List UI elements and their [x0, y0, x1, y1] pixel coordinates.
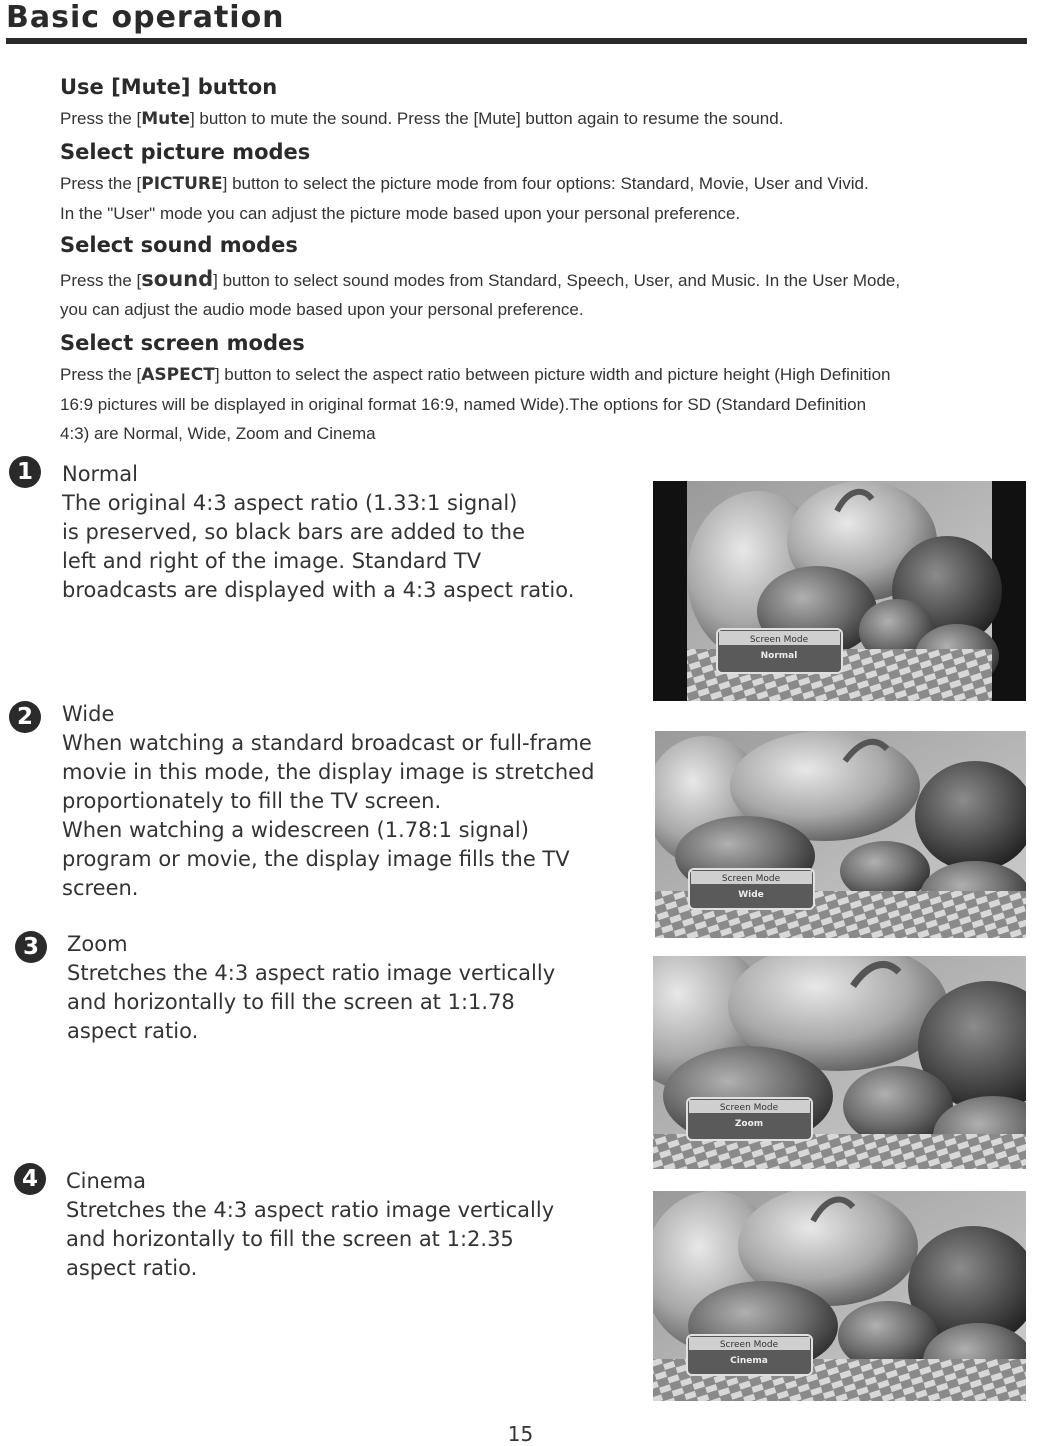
section-heading: Use [Mute] button	[60, 75, 278, 99]
section-text: Press the [Mute] button to mute the sound. Press the [Mute] button again to resume the sound.	[60, 109, 784, 129]
mode-cinema	[66, 1167, 554, 1283]
screen-mode-normal-image	[653, 481, 1026, 701]
section-text: In the "User" mode you can adjust the picture mode based upon your personal preference.	[60, 204, 741, 223]
section-heading: Select picture modes	[60, 140, 311, 164]
step-number-badge: 2	[9, 701, 41, 733]
section-text: Press the [PICTURE] button to select the picture mode from four options: Standard, Movie, User and Vivid.	[60, 174, 869, 194]
mode-description: The original 4:3 aspect ratio (1.33:1 signal) is preserved, so black bars are added to the left and right of the image. Standard TV broadcasts are displayed with a 4:3 aspect ratio.	[62, 491, 575, 602]
section-text: Press the [sound] button to select sound modes from Standard, Speech, User, and Music. In the User Mode,	[60, 267, 901, 291]
osd-title: Screen Mode	[749, 635, 809, 645]
mode-title: Wide	[62, 702, 115, 726]
mode-wide	[62, 700, 594, 903]
step-number-badge: 4	[14, 1163, 46, 1195]
osd-title: Screen Mode	[721, 874, 781, 884]
screen-mode-cinema-image	[653, 1191, 1026, 1401]
osd-value: Wide	[738, 890, 764, 900]
page-title: Basic operation	[6, 0, 285, 35]
section-sound	[60, 232, 1035, 324]
section-picture	[60, 139, 1035, 228]
mode-normal	[62, 460, 574, 605]
screen-mode-wide-image	[655, 731, 1026, 938]
section-mute	[60, 74, 1035, 134]
mode-description: When watching a standard broadcast or full-frame movie in this mode, the display image is stretched proportionately to fill the TV screen. When watching a widescreen (1.78:1 signal) program or movie, the display image fills the TV screen.	[62, 731, 595, 900]
osd-title: Screen Mode	[719, 1103, 779, 1113]
key-label: Mute	[141, 109, 190, 129]
osd-value: Zoom	[734, 1119, 764, 1129]
section-text: 4:3) are Normal, Wide, Zoom and Cinema	[60, 424, 376, 443]
section-text: Press the [ASPECT] button to select the aspect ratio between picture width and picture height (High Definition	[60, 365, 891, 385]
title-rule	[6, 38, 1027, 44]
key-label: sound	[141, 267, 214, 291]
osd-value: Cinema	[730, 1356, 768, 1366]
osd-value: Normal	[760, 651, 798, 661]
section-heading: Select sound modes	[60, 233, 298, 257]
step-number-badge: 1	[9, 456, 41, 488]
step-number-badge: 3	[15, 931, 47, 963]
mode-title: Cinema	[66, 1169, 147, 1193]
section-text: 16:9 pictures will be displayed in original format 16:9, named Wide).The options for SD (Standard Definition	[60, 395, 867, 414]
screen-mode-zoom-image	[653, 956, 1026, 1169]
osd-title: Screen Mode	[719, 1340, 779, 1350]
mode-zoom	[67, 930, 555, 1046]
mode-title: Zoom	[67, 932, 128, 956]
section-text: you can adjust the audio mode based upon your personal preference.	[60, 300, 584, 319]
mode-description: Stretches the 4:3 aspect ratio image vertically and horizontally to fill the screen at 1:1.78 aspect ratio.	[67, 961, 556, 1043]
section-heading: Select screen modes	[60, 331, 305, 355]
key-label: ASPECT	[141, 365, 215, 385]
mode-description: Stretches the 4:3 aspect ratio image vertically and horizontally to fill the screen at 1:2.35 aspect ratio.	[66, 1198, 555, 1280]
key-label: PICTURE	[141, 174, 223, 194]
mode-title: Normal	[62, 462, 138, 486]
page-number: 15	[507, 1422, 534, 1446]
section-screen	[60, 330, 1035, 448]
